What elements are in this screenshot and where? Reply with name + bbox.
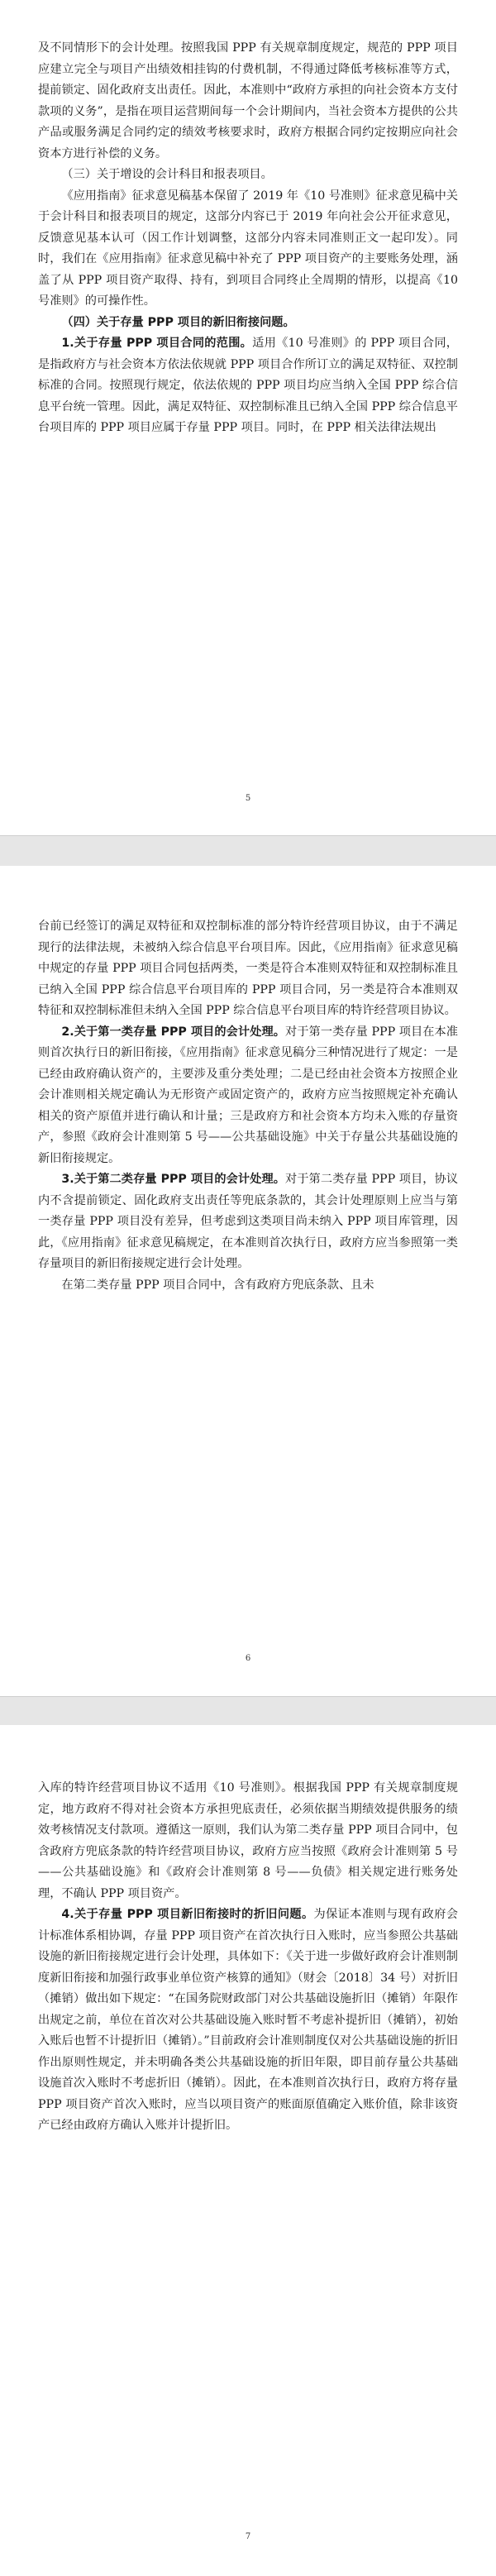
paragraph: 及不同情形下的会计处理。按照我国 PPP 有关规章制度规定，规范的 PPP 项目应建立完全与项目产出绩效相挂钩的付费机制，不得通过降低考核标准等方式，提前锁定、固化政府支出责任。因此，本准则中“政府方承担的向社会资本方支付款项的义务”，是指在项目运营期间每一个会计期间内，当社会资本方提供的公共产品或服务满足合同约定的绩效考核要求时，政府方根据合同约定按期应向社会资本方进行补偿的义务。 — [38, 41, 458, 160]
page-gap — [0, 835, 496, 867]
subheading-bold: 2.关于第一类存量 PPP 项目的会计处理。 — [61, 1025, 286, 1039]
paragraph: 《应用指南》征求意见稿基本保留了 2019 年《10 号准则》征求意见稿中关于会计科目和报表项目的规定，这部分内容已于 2019 年向社会公开征求意见，反馈意见基本认可（因工作计划调整，这部分内容未同准则正文一起印发）。同时，我们在《应用指南》征求意见稿中补充了 PPP 项目资产的主要账务处理，涵盖了从 PPP 项目资产取得、持有，到项目合同终止全周期的情形，以提高《10 号准则》的可操作性。 — [38, 189, 458, 308]
page-gap — [0, 1696, 496, 1726]
subheading-bold: 3.关于第二类存量 PPP 项目的会计处理。 — [61, 1173, 286, 1186]
page-number: 7 — [245, 2532, 251, 2541]
page-5-body — [38, 38, 458, 439]
paragraph — [38, 333, 458, 439]
paragraph: 台前已经签订的满足双特征和双控制标准的部分特许经营项目协议，由于不满足现行的法律法规，未被纳入综合信息平台项目库。因此，《应用指南》征求意见稿中规定的存量 PPP 项目合同包括两类，一类是符合本准则双特征和双控制标准且已纳入全国 PPP 综合信息平台项目库的 PPP 项目合同，另一类是符合本准则双特征和双控制标准但未纳入全国 PPP 综合信息平台项目库的特许经营项目协议。 — [38, 920, 458, 1017]
paragraph — [38, 1022, 458, 1170]
paragraph-text: 为保证本准则与现有政府会计标准体系相协调，存量 PPP 项目资产在首次执行日入账时，应当参照公共基础设施的新旧衔接规定进行会计处理，具体如下：《关于进一步做好政府会计准则制度新旧衔接和加强行政事业单位资产核算的通知》（财会〔2018〕34 号）对折旧（摊销）做出如下规定：“在国务院财政部门对公共基础设施折旧（摊销）年限作出规定之前，单位在首次对公共基础设施入账时暂不考虑补提折旧（摊销），初始入账后也暂不计提折旧（摊销）。”目前政府会计准则制度仅对公共基础设施的折旧作出原则性规定，并未明确各类公共基础设施的折旧年限，即目前存量公共基础设施首次入账时不考虑折旧（摊销）。因此，在本准则首次执行日，政府方将存量 PPP 项目资产首次入账时，应当以项目资产的账面原值确定入账价值，除非该资产已经由政府方确认入账并计提折旧。 — [38, 1908, 458, 2132]
paragraph: 入库的特许经营项目协议不适用《10 号准则》。根据我国 PPP 有关规章制度规定，地方政府不得对社会资本方承担兜底责任，必须依据当期绩效提供服务的绩效考核情况支付款项。遵循这一原则，我们认为第二类存量 PPP 项目合同中，包含政府方兜底条款的特许经营项目协议，政府方应当按照《政府会计准则第 5 号——公共基础设施》和《政府会计准则第 8 号——负债》相关规定进行账务处理，不确认 PPP 项目资产。 — [38, 1781, 458, 1900]
paragraph-text: 对于第一类存量 PPP 项目在本准则首次执行日的新旧衔接，《应用指南》征求意见稿分三种情况进行了规定：一是已经由政府确认资产的，主要涉及重分类处理；二是已经由社会资本方按照企业会计准则相关规定确认为无形资产或固定资产的，政府方应当按照规定补充确认相关的资产原值并进行确认和计量；三是政府方和社会资本方均未入账的存量资产，参照《政府会计准则第 5 号——公共基础设施》中关于存量公共基础设施的新旧衔接规定。 — [38, 1025, 458, 1165]
paragraph-text: 对于第二类存量 PPP 项目，协议内不含提前锁定、固化政府支出责任等兜底条款的，其会计处理原则上应当与第一类存量 PPP 项目没有差异，但考虑到这类项目尚未纳入 PPP 项目库管理，因此，《应用指南》征求意见稿规定，在本准则首次执行日，政府方应当参照第一类存量项目的新旧衔接规定进行会计处理。 — [38, 1173, 458, 1270]
paragraph — [38, 1169, 458, 1275]
page-7-body — [38, 1778, 458, 2137]
page-number: 6 — [245, 1654, 251, 1663]
subheading-bold: 4.关于存量 PPP 项目新旧衔接时的折旧问题。 — [61, 1908, 314, 1921]
paragraph-text: 适用《10 号准则》的 PPP 项目合同，是指政府方与社会资本方依法依规就 PPP 项目合作所订立的满足双特征、双控制标准的合同。按照现行规定，依法依规的 PPP 项目均应当纳入全国 PPP 综合信息平台统一管理。因此，满足双特征、双控制标准且已纳入全国 PPP 综合信息平台项目库的 PPP 项目应属于存量 PPP 项目。同时，在 PPP 相关法律法规出 — [38, 337, 458, 434]
subheading-bold: 1.关于存量 PPP 项目合同的范围。 — [61, 337, 253, 350]
page-6-body — [38, 916, 458, 1296]
paragraph: 在第二类存量 PPP 项目合同中，含有政府方兜底条款、且未 — [61, 1278, 374, 1292]
section-heading: （四）关于存量 PPP 项目的新旧衔接问题。 — [61, 315, 295, 329]
paragraph — [38, 1905, 458, 2137]
section-heading: （三）关于增设的会计科目和报表项目。 — [61, 168, 273, 181]
page-number: 5 — [245, 794, 251, 803]
